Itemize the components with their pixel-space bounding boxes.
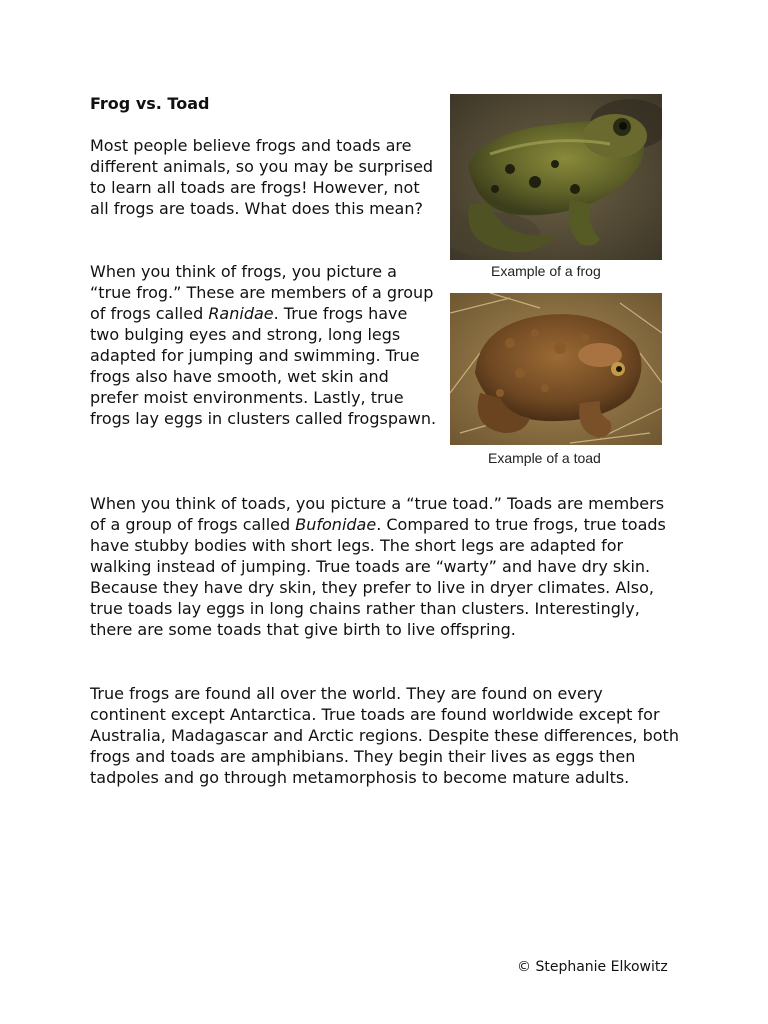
- copyright-notice: © Stephanie Elkowitz: [517, 959, 668, 975]
- paragraph-text: When you think of toads, you picture a “true toad.” Toads are members of a group of frogs called: [90, 494, 665, 534]
- toad-illustration: [450, 293, 662, 445]
- paragraph-intro: [90, 135, 440, 219]
- paragraph-text: Most people believe frogs and toads are different animals, so you may be surprised to learn all toads are frogs! However, not all frogs are toads. What does this mean?: [90, 136, 434, 218]
- paragraph-text: . True frogs have two bulging eyes and strong, long legs adapted for jumping and swimming. True frogs also have smooth, wet skin and prefer moist environments. Lastly, true frogs lay eggs in clusters called frogspawn.: [90, 304, 437, 428]
- paragraph-text: . Compared to true frogs, true toads have stubby bodies with short legs. The short legs are adapted for walking instead of jumping. True toads are “warty” and have dry skin. Because they have dry skin, they prefer to live in dryer climates. Also, true toads lay eggs in long chains rather than clusters. Interestingly, there are some toads that give birth to live offspring.: [90, 515, 666, 639]
- frog-photo: [450, 94, 662, 260]
- frog-caption: Example of a frog: [491, 263, 601, 279]
- paragraph-distribution: [90, 683, 680, 788]
- scientific-name: Ranidae: [208, 304, 274, 323]
- toad-caption: Example of a toad: [488, 450, 601, 466]
- scientific-name: Bufonidae: [295, 515, 377, 534]
- paragraph-true-toad: [90, 493, 680, 640]
- paragraph-text: When you think of frogs, you picture a “true frog.” These are members of a group of frogs called: [90, 262, 434, 323]
- toad-photo: [450, 293, 662, 445]
- frog-illustration: [450, 94, 662, 260]
- paragraph-text: True frogs are found all over the world. They are found on every continent except Antarctica. True toads are found worldwide except for Australia, Madagascar and Arctic regions. Despite these differences, both frogs and toads are amphibians. They begin their lives as eggs then tadpoles and go through metamorphosis to become mature adults.: [90, 684, 679, 787]
- page-title: Frog vs. Toad: [90, 94, 210, 113]
- paragraph-true-frog: [90, 261, 440, 429]
